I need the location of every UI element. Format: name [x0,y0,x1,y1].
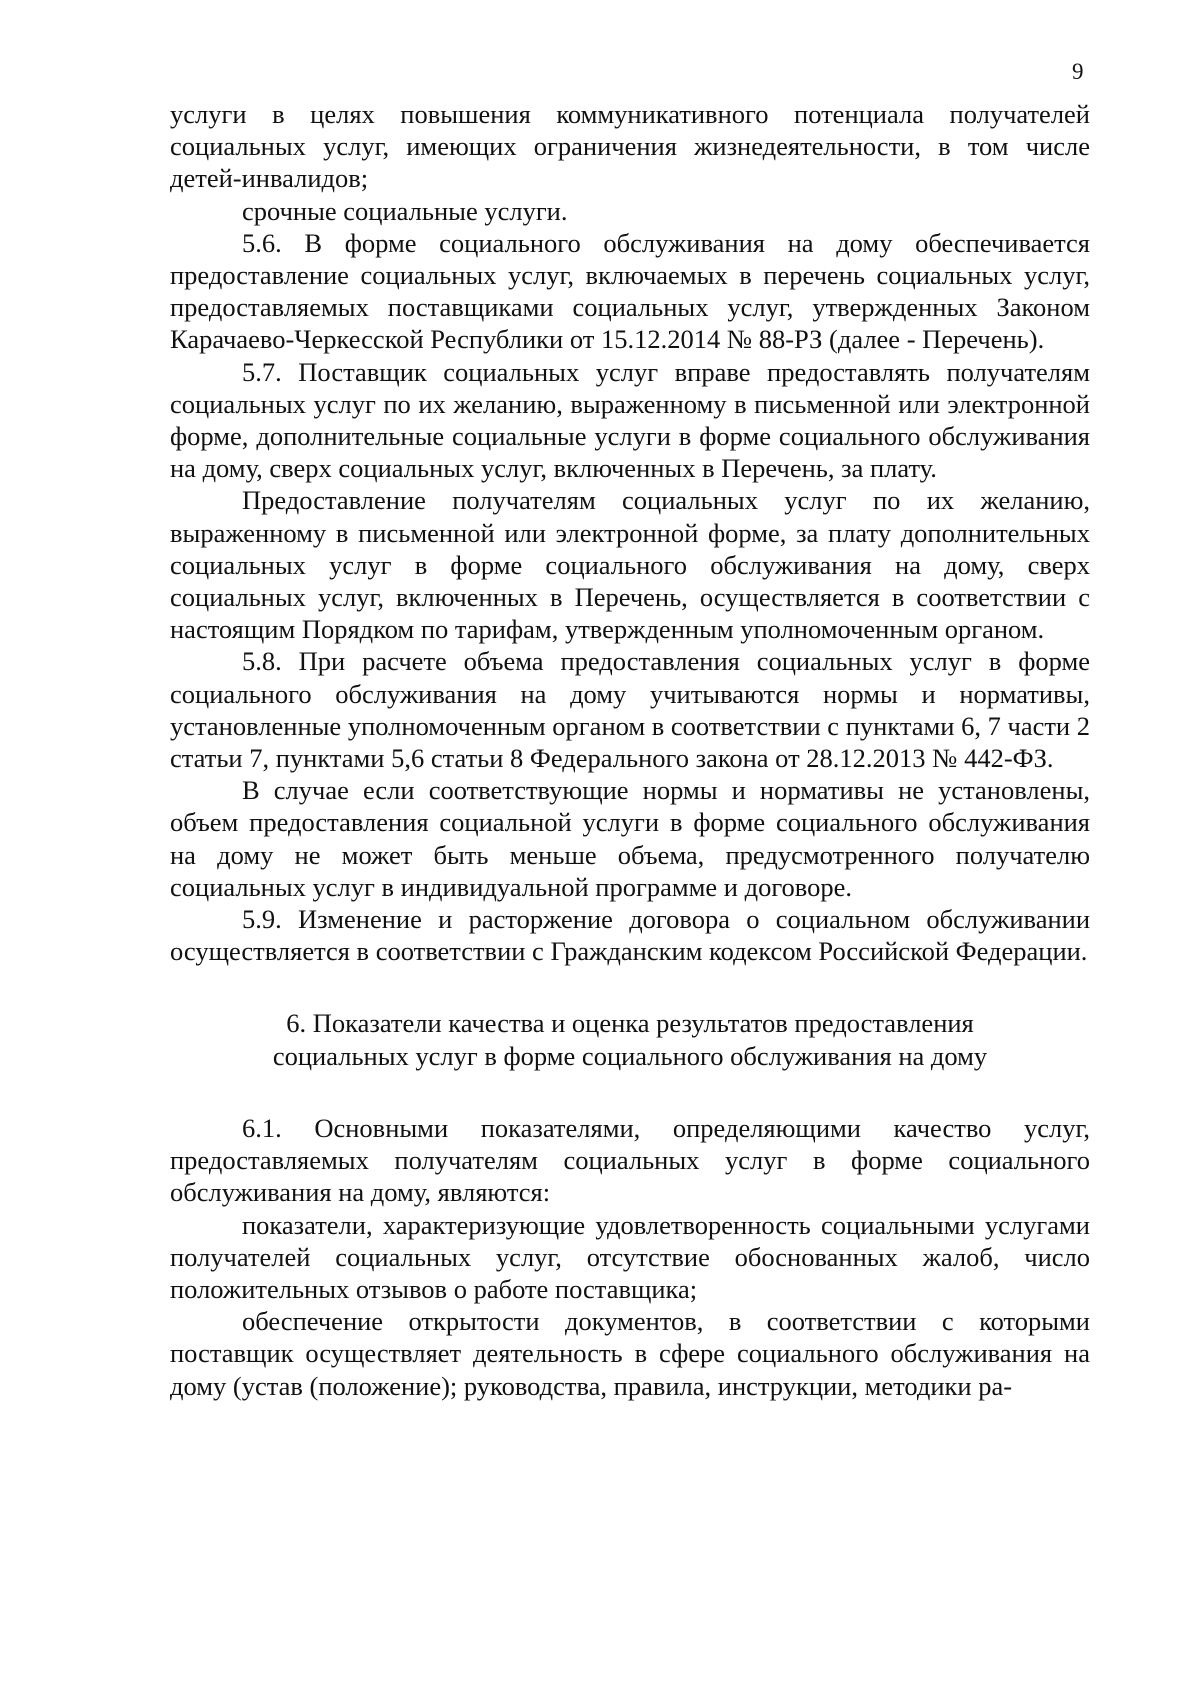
paragraph-paid-services: Предоставление получателям социальных услуг по их желанию, выраженному в письменной или электронной форме, за плату дополнительных социальных услуг в форме социального обслуживания на дому, сверх социальных услуг, включенных в Перечень, осуществляется в соответствии с настоящим Порядком по тарифам, утвержденным уполномоченным органом. [170,485,1090,645]
page-number: 9 [1072,59,1084,84]
paragraph-continuation: услуги в целях повышения коммуникативного потенциала получателей социальных услуг, имеющих ограничения жизнедеятельности, в том числе детей-инвалидов; [170,99,1090,194]
section-heading-line-2: социальных услуг в форме социального обслуживания на дому [272,1040,988,1071]
paragraph-norms: В случае если соответствующие нормы и нормативы не установлены, объем предоставления социальной услуги в форме социального обслуживания на дому не может быть меньше объема, предусмотренного получателю социальных услуг в индивидуальной программе и договоре. [170,775,1090,902]
paragraph-satisfaction-indicators: показатели, характеризующие удовлетворенность социальными услугами получателей социальных услуг, отсутствие обоснованных жалоб, число положительных отзывов о работе поставщика; [170,1209,1090,1304]
paragraph-5-8: 5.8. При расчете объема предоставления социальных услуг в форме социального обслуживания на дому учитываются нормы и нормативы, установленные уполномоченным органом в соответствии с пунктами 6, 7 части 2 статьи 7, пунктами 5,6 статьи 8 Федерального закона от 28.12.2013 № 442-ФЗ. [170,646,1090,774]
paragraph-urgent-services: срочные социальные услуги. [242,195,568,226]
section-heading [170,1007,1090,1071]
paragraph-document-openness: обеспечение открытости документов, в соответствии с которыми поставщик осуществляет деятельность в сфере социального обслуживания на дому (устав (положение); руководства, правила, инструкции, методики ра- [170,1306,1090,1401]
paragraph-5-7: 5.7. Поставщик социальных услуг вправе предоставлять получателям социальных услуг по их желанию, выраженному в письменной или электронной форме, дополнительные социальные услуги в форме социального обслуживания на дому, сверх социальных услуг, включенных в Перечень, за плату. [170,356,1090,484]
section-heading-line-1: 6. Показатели качества и оценка результатов предоставления [286,1008,974,1039]
paragraph-5-9: 5.9. Изменение и расторжение договора о социальном обслуживании осуществляется в соответствии с Гражданским кодексом Российской Федерации. [170,904,1090,967]
paragraph-5-6: 5.6. В форме социального обслуживания на дому обеспечивается предоставление социальных услуг, включаемых в перечень социальных услуг, предоставляемых поставщиками социальных услуг, утвержденных Законом Карачаево-Черкесской Республики от 15.12.2014 № 88-РЗ (далее - Перечень). [170,227,1090,355]
paragraph-6-1: 6.1. Основными показателями, определяющими качество услуг, предоставляемых получателям социальных услуг в форме социального обслуживания на дому, являются: [170,1112,1090,1208]
document-body [170,98,1090,1402]
